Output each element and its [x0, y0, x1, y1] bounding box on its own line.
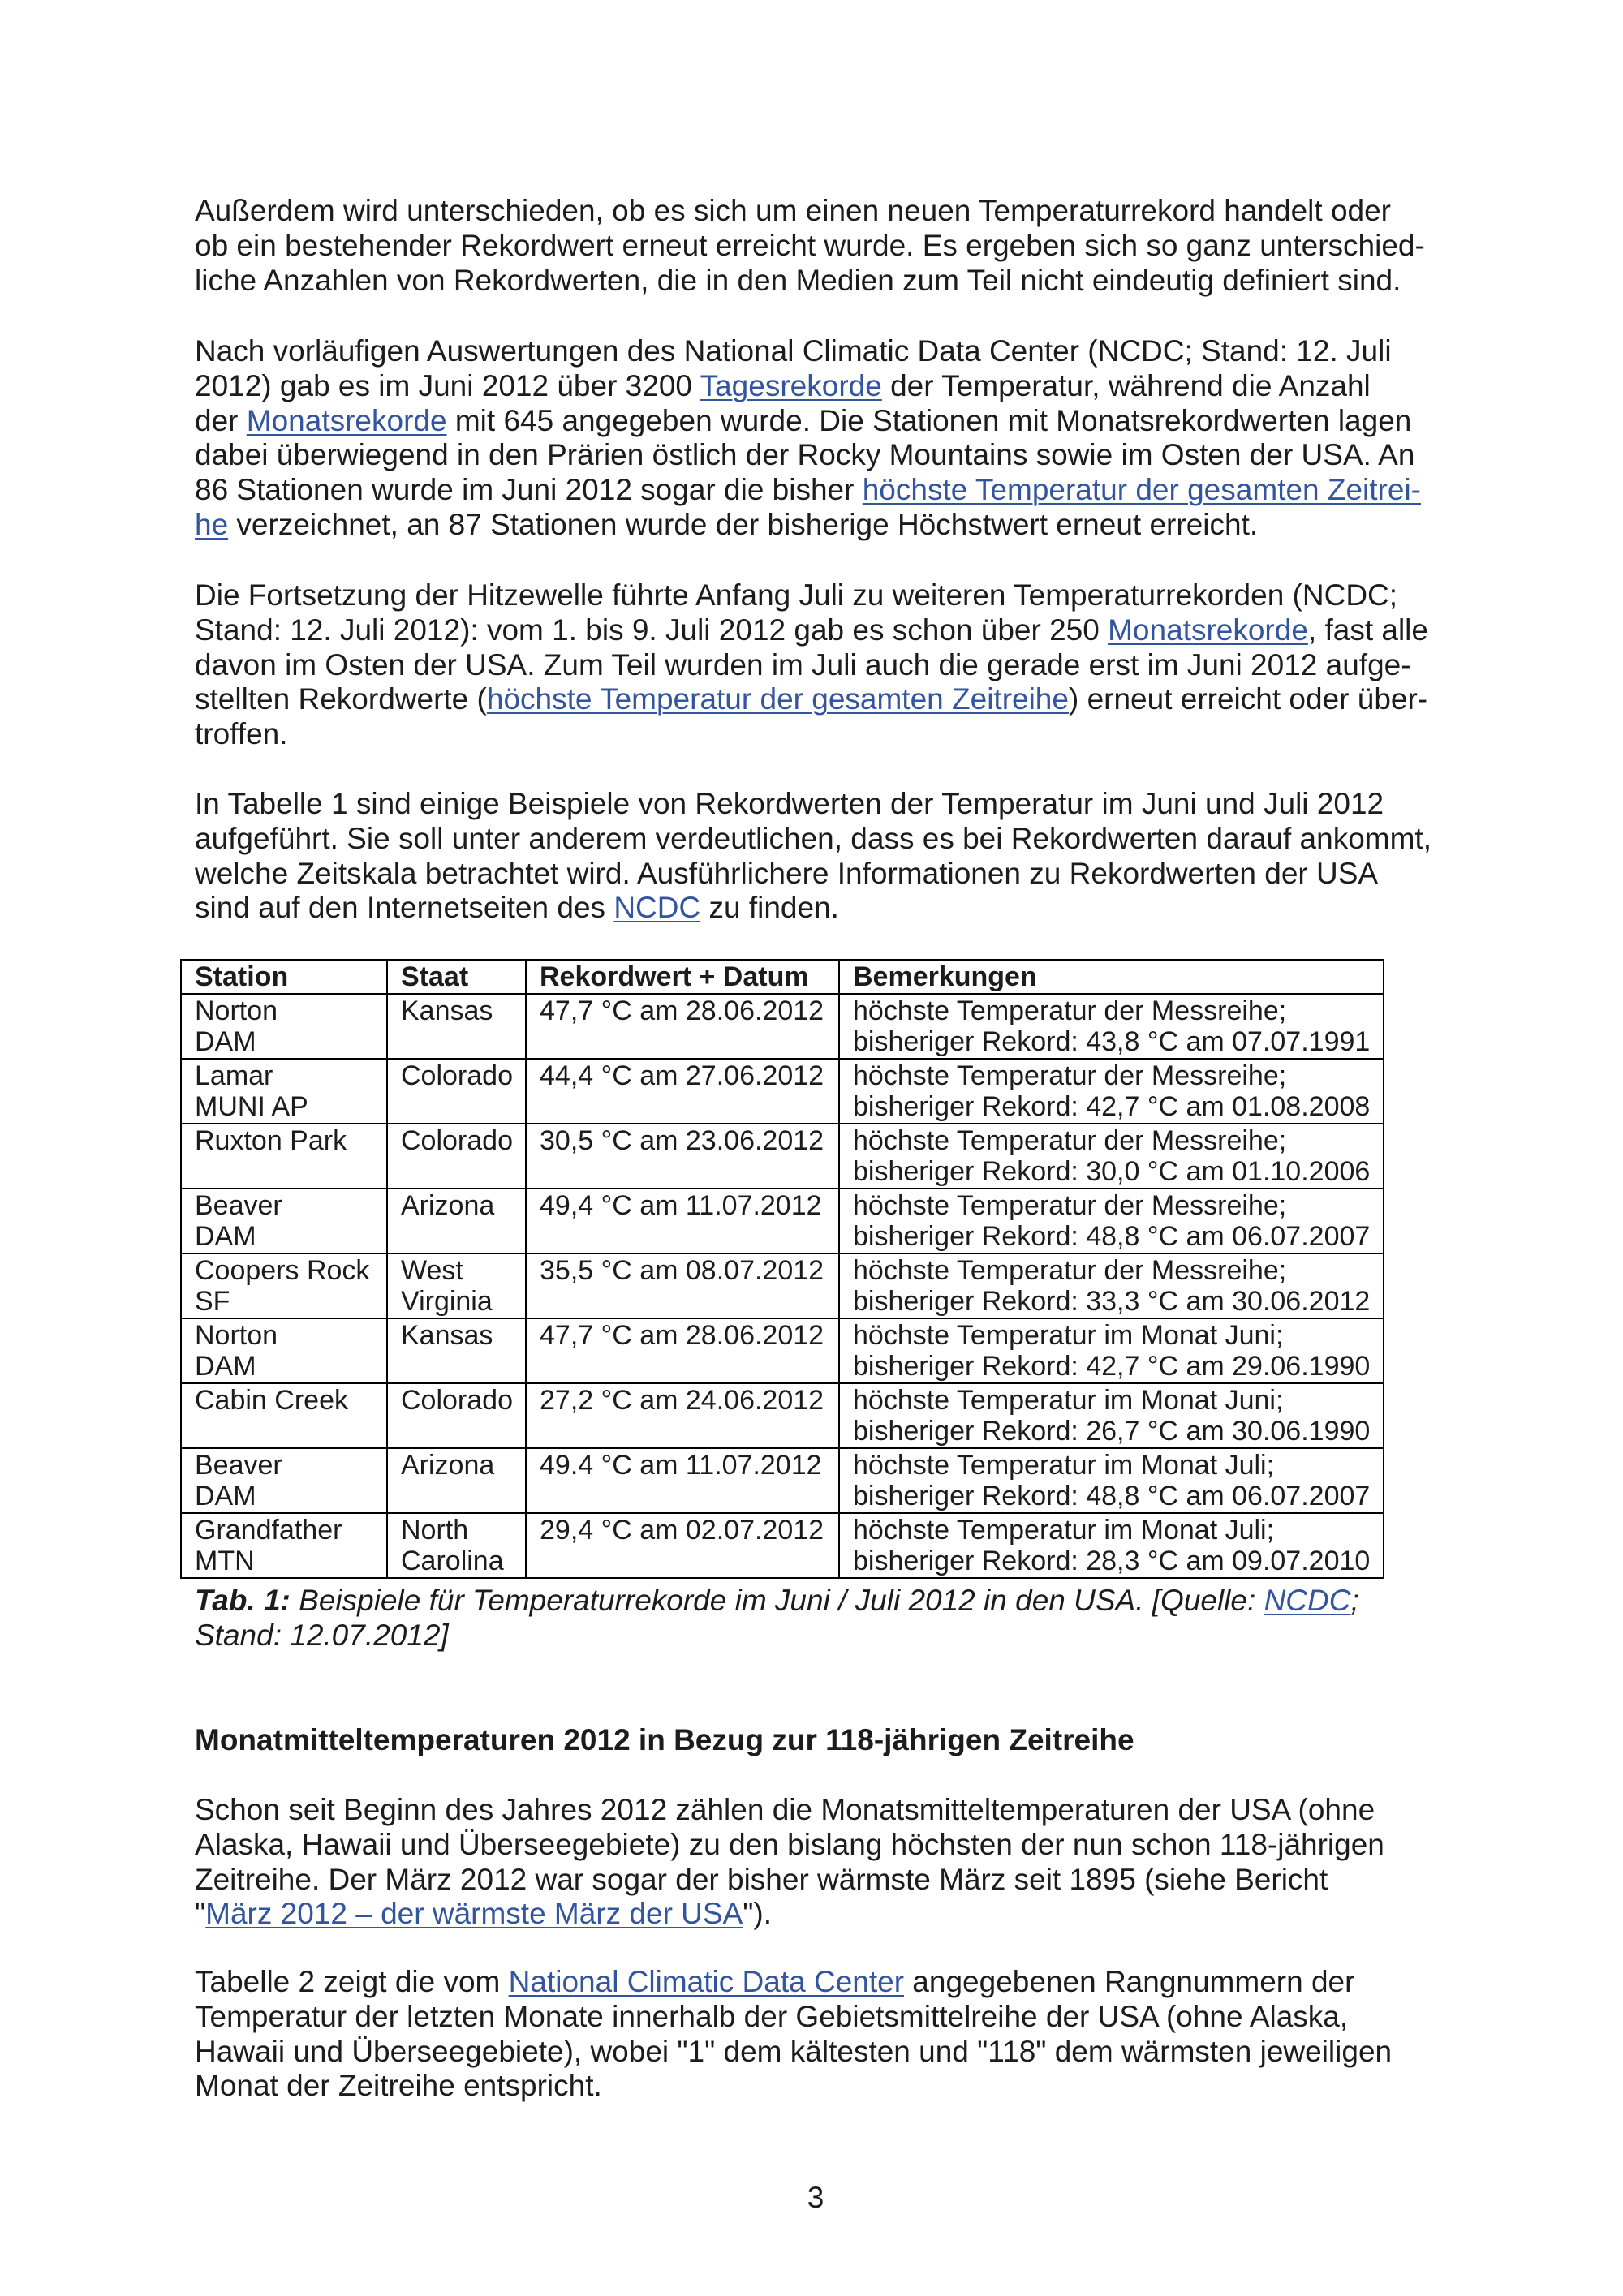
link-ncdc[interactable]: NCDC: [613, 891, 701, 925]
cell-staat: West Virginia: [387, 1253, 526, 1318]
cell-staat: Colorado: [387, 1059, 526, 1124]
text-line: [195, 473, 1421, 508]
text-segment: ": [195, 1897, 206, 1931]
text-line: Außerdem wird unterschieden, ob es sich um einen neuen Temperaturrekord handelt oder: [195, 194, 1392, 227]
table-row: [181, 1189, 1384, 1253]
table-row: [181, 1383, 1384, 1448]
cell-rekordwert: 47,7 °C am 28.06.2012: [526, 1318, 839, 1383]
text-line: Nach vorläufigen Auswertungen des National Climatic Data Center (NCDC; Stand: 12. Juli: [195, 334, 1392, 368]
paragraph-table2-intro: [195, 1965, 1392, 2104]
text-segment: zu finden.: [700, 891, 839, 925]
text-line: Stand: 12.07.2012]: [195, 1618, 449, 1652]
text-segment: mit 645 angegeben wurde. Die Stationen mit Monatsrekordwerten lagen: [446, 403, 1412, 437]
table-row: [181, 994, 1384, 1059]
table-row: [181, 1448, 1384, 1513]
cell-rekordwert: 44,4 °C am 27.06.2012: [526, 1059, 839, 1124]
cell-station: Grandfather MTN: [181, 1513, 387, 1578]
text-segment: angegebenen Rangnummern der: [904, 1965, 1355, 1998]
cell-bemerkungen: höchste Temperatur der Messreihe; bisheriger Rekord: 33,3 °C am 30.06.2012: [839, 1253, 1384, 1318]
cell-staat: Colorado: [387, 1124, 526, 1189]
page-number: 3: [807, 2181, 824, 2214]
text-segment: Tabelle 2 zeigt die vom: [195, 1965, 509, 1998]
caption-text-end: ;: [1350, 1584, 1359, 1617]
paragraph-heatwave-july: [195, 578, 1428, 752]
table-caption: [195, 1584, 1359, 1653]
text-segment: , fast alle: [1307, 613, 1428, 647]
table-row: [181, 1513, 1384, 1578]
cell-station: Coopers Rock SF: [181, 1253, 387, 1318]
cell-rekordwert: 35,5 °C am 08.07.2012: [526, 1253, 839, 1318]
cell-station: Norton DAM: [181, 1318, 387, 1383]
link-hoechste-temperatur-zeitreihe[interactable]: höchste Temperatur der gesamten Zeitrei-: [862, 473, 1421, 507]
text-line: Zeitreihe. Der März 2012 war sogar der bisher wärmste März seit 1895 (siehe Bericht: [195, 1862, 1328, 1896]
column-header-bemerkungen: Bemerkungen: [839, 960, 1384, 994]
paragraph-table-intro: [195, 787, 1431, 926]
link-hoechste-temperatur-zeitreihe-continued[interactable]: he: [195, 507, 229, 541]
table-row: [181, 1124, 1384, 1189]
link-monatsrekorde[interactable]: Monatsrekorde: [246, 403, 447, 437]
cell-rekordwert: 27,2 °C am 24.06.2012: [526, 1383, 839, 1448]
text-segment: ) erneut erreicht oder über-: [1068, 682, 1428, 716]
column-header-station: Station: [181, 960, 387, 994]
cell-station: Beaver DAM: [181, 1189, 387, 1253]
text-line: Die Fortsetzung der Hitzewelle führte Anfang Juli zu weiteren Temperaturrekorden (NCDC;: [195, 578, 1398, 612]
cell-station: Lamar MUNI AP: [181, 1059, 387, 1124]
table-row: [181, 1318, 1384, 1383]
column-header-rekordwert-datum: Rekordwert + Datum: [526, 960, 839, 994]
cell-bemerkungen: höchste Temperatur im Monat Juni; bisheriger Rekord: 42,7 °C am 29.06.1990: [839, 1318, 1384, 1383]
cell-station: Cabin Creek: [181, 1383, 387, 1448]
text-line: [195, 1965, 1392, 2000]
heading-text: Monatmitteltemperaturen 2012 in Bezug zur 118-jährigen Zeitreihe: [195, 1723, 1134, 1756]
text-segment: Stand: 12. Juli 2012): vom 1. bis 9. Juli 2012 gab es schon über 250: [195, 613, 1109, 647]
text-line: liche Anzahlen von Rekordwerten, die in den Medien zum Teil nicht eindeutig definiert sind.: [195, 263, 1401, 297]
text-line: [195, 404, 1421, 439]
table-row: [181, 1253, 1384, 1318]
caption-label: Tab. 1:: [195, 1584, 291, 1617]
cell-bemerkungen: höchste Temperatur der Messreihe; bisheriger Rekord: 48,8 °C am 06.07.2007: [839, 1189, 1384, 1253]
cell-staat: Colorado: [387, 1383, 526, 1448]
cell-rekordwert: 47,7 °C am 28.06.2012: [526, 994, 839, 1059]
text-segment: verzeichnet, an 87 Stationen wurde der bisherige Höchstwert erneut erreicht.: [228, 507, 1259, 541]
link-national-climatic-data-center[interactable]: National Climatic Data Center: [508, 1965, 905, 1998]
cell-bemerkungen: höchste Temperatur im Monat Juni; bisheriger Rekord: 26,7 °C am 30.06.1990: [839, 1383, 1384, 1448]
paragraph-monthly-means: [195, 1793, 1384, 1932]
text-line: [195, 508, 1421, 543]
text-line: Monat der Zeitreihe entspricht.: [195, 2069, 602, 2103]
text-line: [195, 682, 1428, 717]
text-line: troffen.: [195, 717, 288, 751]
text-line: [195, 1897, 1384, 1932]
caption-text: Beispiele für Temperaturrekorde im Juni / Juli 2012 in den USA. [Quelle:: [290, 1584, 1264, 1617]
text-line: [195, 891, 1431, 926]
cell-staat: Kansas: [387, 1318, 526, 1383]
text-line: aufgeführt. Sie soll unter anderem verdeutlichen, dass es bei Rekordwerten darauf ankommt,: [195, 821, 1431, 855]
text-line: [195, 369, 1421, 404]
text-line: Schon seit Beginn des Jahres 2012 zählen die Monatsmitteltemperaturen der USA (ohne: [195, 1793, 1375, 1826]
table-row: [181, 1059, 1384, 1124]
link-monatsrekorde-juli[interactable]: Monatsrekorde: [1108, 613, 1308, 647]
cell-rekordwert: 49.4 °C am 11.07.2012: [526, 1448, 839, 1513]
cell-staat: Arizona: [387, 1189, 526, 1253]
paragraph-ncdc-june: [195, 334, 1421, 543]
cell-station: Ruxton Park: [181, 1124, 387, 1189]
text-segment: stellten Rekordwerte (: [195, 682, 487, 716]
text-line: In Tabelle 1 sind einige Beispiele von Rekordwerten der Temperatur im Juni und Juli 2012: [195, 787, 1384, 820]
cell-staat: North Carolina: [387, 1513, 526, 1578]
text-segment: der: [195, 403, 247, 437]
cell-bemerkungen: höchste Temperatur der Messreihe; bisheriger Rekord: 42,7 °C am 01.08.2008: [839, 1059, 1384, 1124]
link-tagesrekorde[interactable]: Tagesrekorde: [700, 368, 882, 402]
cell-rekordwert: 30,5 °C am 23.06.2012: [526, 1124, 839, 1189]
text-segment: der Temperatur, während die Anzahl: [881, 368, 1371, 402]
cell-rekordwert: 29,4 °C am 02.07.2012: [526, 1513, 839, 1578]
text-segment: 2012) gab es im Juni 2012 über 3200: [195, 368, 700, 402]
temperature-records-table: [180, 959, 1384, 1579]
cell-bemerkungen: höchste Temperatur im Monat Juli; bisheriger Rekord: 48,8 °C am 06.07.2007: [839, 1448, 1384, 1513]
cell-station: Beaver DAM: [181, 1448, 387, 1513]
cell-bemerkungen: höchste Temperatur der Messreihe; bisheriger Rekord: 43,8 °C am 07.07.1991: [839, 994, 1384, 1059]
link-hoechste-temperatur-gesamte-zeitreihe[interactable]: höchste Temperatur der gesamten Zeitreihe: [486, 682, 1069, 716]
text-line: Temperatur der letzten Monate innerhalb der Gebietsmittelreihe der USA (ohne Alaska,: [195, 1999, 1349, 2033]
cell-bemerkungen: höchste Temperatur im Monat Juli; bisheriger Rekord: 28,3 °C am 09.07.2010: [839, 1513, 1384, 1578]
table-header-row: [181, 960, 1384, 994]
cell-staat: Kansas: [387, 994, 526, 1059]
text-line: ob ein bestehender Rekordwert erneut erreicht wurde. Es ergeben sich so ganz unterschied-: [195, 228, 1425, 262]
text-line: welche Zeitskala betrachtet wird. Ausführlichere Informationen zu Rekordwerten der USA: [195, 856, 1379, 890]
cell-rekordwert: 49,4 °C am 11.07.2012: [526, 1189, 839, 1253]
text-segment: 86 Stationen wurde im Juni 2012 sogar die bisher: [195, 473, 863, 507]
text-line: Hawaii und Überseegebiete), wobei "1" dem kältesten und "118" dem wärmsten jeweiligen: [195, 2034, 1393, 2068]
cell-station: Norton DAM: [181, 994, 387, 1059]
cell-bemerkungen: höchste Temperatur der Messreihe; bisheriger Rekord: 30,0 °C am 01.10.2006: [839, 1124, 1384, 1189]
text-line: dabei überwiegend in den Prärien östlich der Rocky Mountains sowie im Osten der USA. An: [195, 438, 1415, 472]
column-header-staat: Staat: [387, 960, 526, 994]
link-maerz-2012-bericht[interactable]: März 2012 – der wärmste März der USA: [205, 1897, 743, 1931]
text-line: davon im Osten der USA. Zum Teil wurden im Juli auch die gerade erst im Juni 2012 aufge-: [195, 647, 1411, 681]
paragraph-record-types: [195, 194, 1425, 298]
section-heading: [195, 1723, 1134, 1758]
cell-staat: Arizona: [387, 1448, 526, 1513]
link-ncdc-caption[interactable]: NCDC: [1264, 1584, 1351, 1617]
text-segment: ").: [743, 1897, 773, 1931]
text-line: Alaska, Hawaii und Überseegebiete) zu den bislang höchsten der nun schon 118-jährigen: [195, 1827, 1384, 1861]
text-segment: sind auf den Internetseiten des: [195, 891, 614, 925]
text-line: [195, 1584, 1359, 1619]
text-line: [195, 613, 1428, 648]
